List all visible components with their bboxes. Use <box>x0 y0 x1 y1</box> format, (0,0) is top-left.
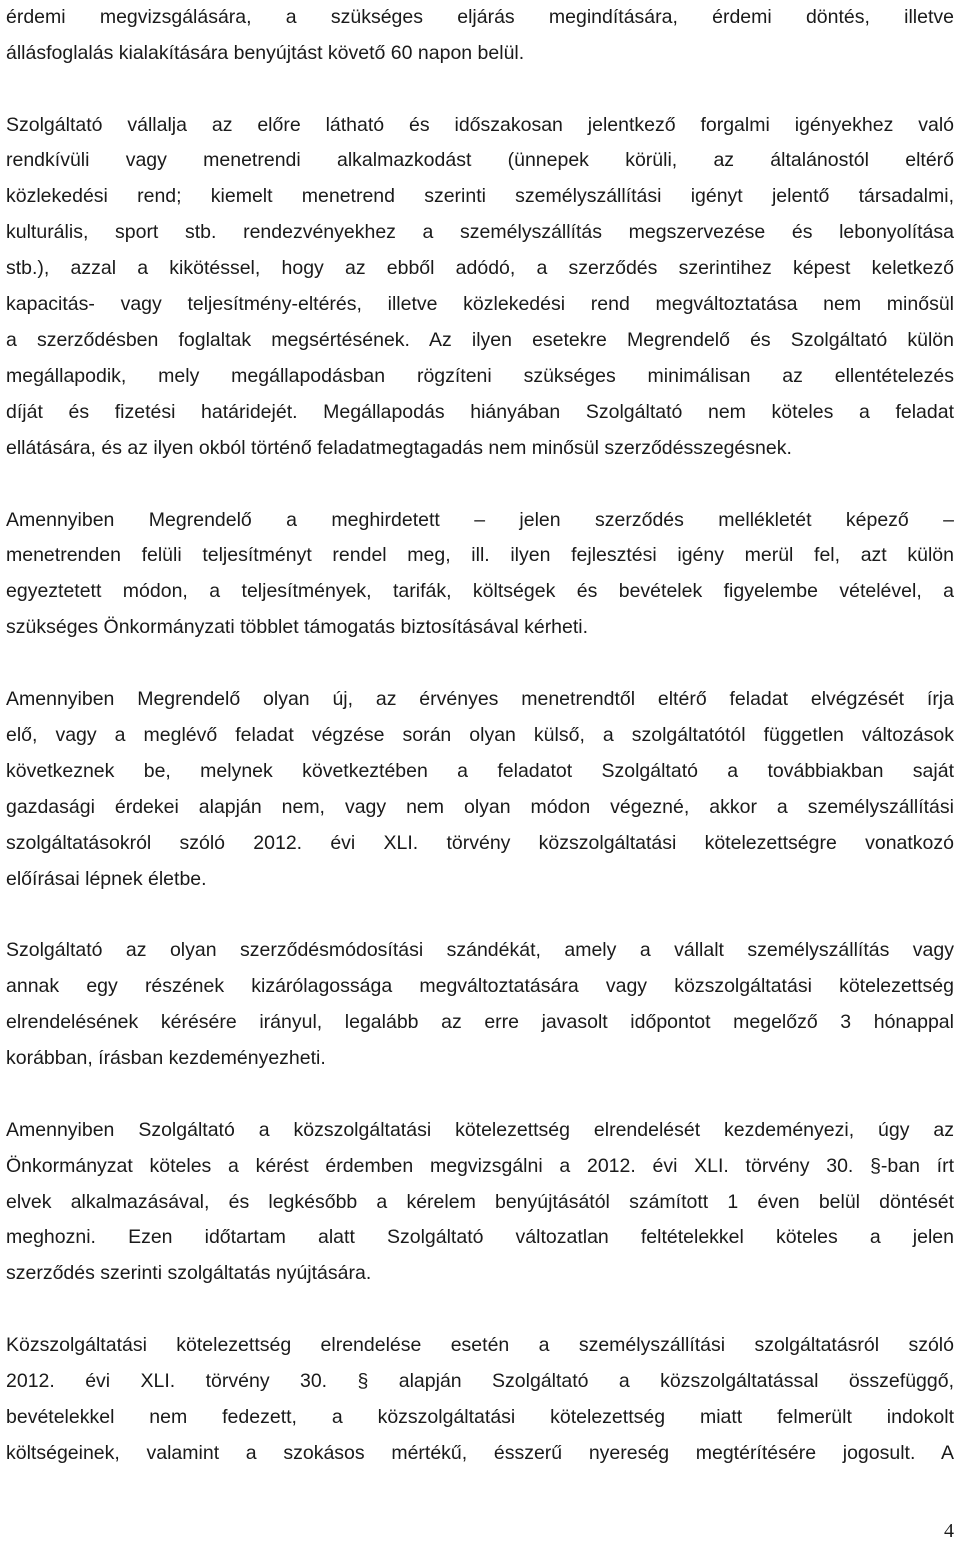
text-line: stb.), azzal a kikötéssel, hogy az ebből adódó, a szerződés szerintihez képest keletkező <box>6 257 954 279</box>
text-line: Amennyiben Megrendelő a meghirdetett – jelen szerződés mellékletét képező – <box>6 509 954 531</box>
text-line: Szolgáltató vállalja az előre látható és időszakosan jelentkező forgalmi igényekhez való <box>6 114 954 136</box>
text-line: a szerződésben foglaltak megsértésének. Az ilyen esetekre Megrendelő és Szolgáltató külön <box>6 329 954 351</box>
page-number: 4 <box>944 1520 954 1542</box>
text-line: 2012. évi XLI. törvény 30. § alapján Szolgáltató a közszolgáltatással összefüggő, <box>6 1370 954 1392</box>
text-line: korábban, írásban kezdeményezheti. <box>6 1047 326 1069</box>
text-line: szolgáltatásokról szóló 2012. évi XLI. törvény közszolgáltatási kötelezettségre vonatkozó <box>6 832 954 854</box>
text-line: Szolgáltató az olyan szerződésmódosítási szándékát, amely a vállalt személyszállítás vagy <box>6 939 954 961</box>
text-line: állásfoglalás kialakítására benyújtást követő 60 napon belül. <box>6 42 525 64</box>
text-line: elvek alkalmazásával, és legkésőbb a kérelem benyújtásától számított 1 éven belül döntését <box>6 1191 954 1213</box>
text-line: gazdasági érdekei alapján nem, vagy nem olyan módon végezné, akkor a személyszállítási <box>6 796 954 818</box>
text-line: szükséges Önkormányzati többlet támogatás biztosításával kérheti. <box>6 616 589 638</box>
text-line: következnek be, melynek következtében a feladatot Szolgáltató a továbbiakban saját <box>6 760 954 782</box>
text-line: előírásai lépnek életbe. <box>6 868 207 890</box>
text-line: közlekedési rend; kiemelt menetrend szerinti személyszállítási igényt jelentő társadalmi, <box>6 185 954 207</box>
text-line: kulturális, sport stb. rendezvényekhez a személyszállítás megszervezése és lebonyolítása <box>6 221 954 243</box>
text-line: megállapodik, mely megállapodásban rögzíteni szükséges minimálisan az ellentételezés <box>6 365 954 387</box>
text-line: bevételekkel nem fedezett, a közszolgáltatási kötelezettség miatt felmerült indokolt <box>6 1406 954 1428</box>
text-line: szerződés szerinti szolgáltatás nyújtására. <box>6 1262 372 1284</box>
text-line: rendkívüli vagy menetrendi alkalmazkodást (ünnepek körüli, az általánostól eltérő <box>6 149 954 171</box>
text-line: elő, vagy a meglévő feladat végzése során olyan külső, a szolgáltatótól független változások <box>6 724 954 746</box>
text-line: annak egy részének kizárólagossága megváltoztatására vagy közszolgáltatási kötelezettség <box>6 975 954 997</box>
text-line: kapacitás- vagy teljesítmény-eltérés, illetve közlekedési rend megváltoztatása nem minősül <box>6 293 954 315</box>
text-line: meghozni. Ezen időtartam alatt Szolgáltató változatlan feltételekkel köteles a jelen <box>6 1226 954 1248</box>
text-line: Amennyiben Szolgáltató a közszolgáltatási kötelezettség elrendelését kezdeményezi, úgy az <box>6 1119 954 1141</box>
text-line: menetrenden felüli teljesítményt rendel meg, ill. ilyen fejlesztési igény merül fel, azt külön <box>6 544 954 566</box>
text-line: díját és fizetési határidejét. Megállapodás hiányában Szolgáltató nem köteles a feladat <box>6 401 954 423</box>
text-line: érdemi megvizsgálására, a szükséges eljárás megindítására, érdemi döntés, illetve <box>6 6 954 28</box>
text-line: Amennyiben Megrendelő olyan új, az érvényes menetrendtől eltérő feladat elvégzését írja <box>6 688 954 710</box>
text-line: elrendelésének kérésére irányul, legalább az erre javasolt időpontot megelőző 3 hónappal <box>6 1011 954 1033</box>
text-line: Önkormányzat köteles a kérést érdemben megvizsgálni a 2012. évi XLI. törvény 30. §-ban írt <box>6 1155 954 1177</box>
text-line: ellátására, és az ilyen okból történő feladatmegtagadás nem minősül szerződésszegésnek. <box>6 437 792 459</box>
text-line: egyeztetett módon, a teljesítmények, tarifák, költségek és bevételek figyelembe vételével, a <box>6 580 954 602</box>
text-line: Közszolgáltatási kötelezettség elrendelése esetén a személyszállítási szolgáltatásról szóló <box>6 1334 954 1356</box>
text-line: költségeinek, valamint a szokásos mértékű, ésszerű nyereség megtérítésére jogosult. A <box>6 1442 954 1464</box>
